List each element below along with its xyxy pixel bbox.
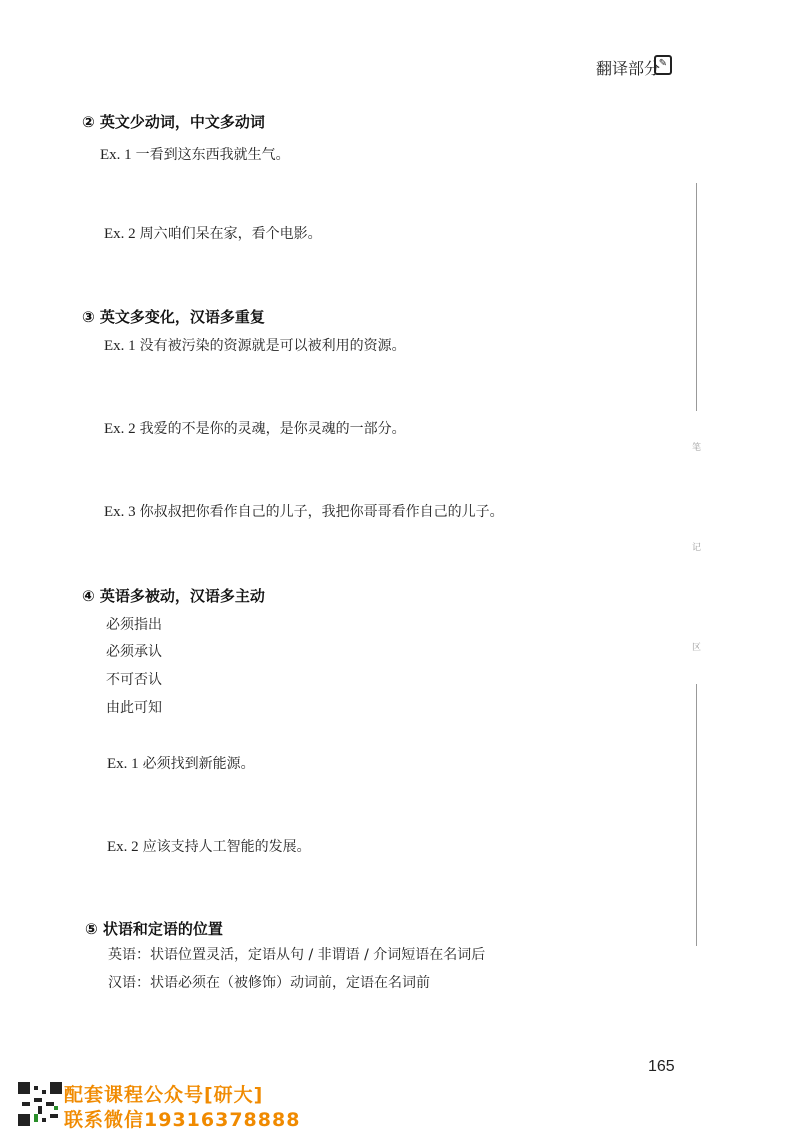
list-item: 必须承认 [106,644,162,660]
sidebar-divider [696,684,697,946]
example-text: 周六咱们呆在家，看个电影。 [139,226,322,242]
list-item: 由此可知 [106,700,162,716]
example-text: 我爱的不是你的灵魂，是你灵魂的一部分。 [139,421,406,437]
sidebar-divider [696,183,697,411]
watermark-line: 配套课程公众号[研大] [64,1084,264,1106]
example-text: 应该支持人工智能的发展。 [142,839,311,855]
example-text: 你叔叔把你看作自己的儿子，我把你哥哥看作自己的儿子。 [139,504,504,520]
sidebar-char: 笔 [692,443,702,453]
example-line [104,418,406,438]
section-heading: ③ 英文多变化，汉语多重复 [82,308,265,326]
example-label: Ex. 1 [104,338,136,354]
example-line [107,753,255,773]
example-line [104,335,406,355]
section-heading: ④ 英语多被动，汉语多主动 [82,587,265,605]
example-label: Ex. 1 [107,756,139,772]
example-text: 没有被污染的资源就是可以被利用的资源。 [139,338,406,354]
example-line [100,144,290,164]
example-line [104,501,504,521]
example-text: 一看到这东西我就生气。 [135,147,290,163]
example-label: Ex. 1 [100,147,132,163]
watermark-line: 联系微信19316378888 [64,1109,301,1131]
example-label: Ex. 2 [107,839,139,855]
example-line [107,836,311,856]
example-line [104,223,322,243]
example-text: 必须找到新能源。 [142,756,255,772]
example-label: Ex. 2 [104,226,136,242]
example-label: Ex. 3 [104,504,136,520]
text-line: 英语：状语位置灵活，定语从句 / 非谓语 / 介词短语在名词后 [108,947,486,963]
book-icon: ✎ [654,55,672,75]
qr-code-icon [18,1082,62,1126]
list-item: 不可否认 [106,672,162,688]
page-number: 165 [648,1058,675,1075]
sidebar-char: 记 [692,543,702,553]
example-label: Ex. 2 [104,421,136,437]
sidebar-char: 区 [692,643,702,653]
section-heading: ② 英文少动词，中文多动词 [82,113,265,131]
section-heading: ⑤ 状语和定语的位置 [85,920,223,938]
text-line: 汉语：状语必须在（被修饰）动词前，定语在名词前 [108,975,430,991]
list-item: 必须指出 [106,617,162,633]
page-header-title: 翻译部分 [595,59,660,78]
